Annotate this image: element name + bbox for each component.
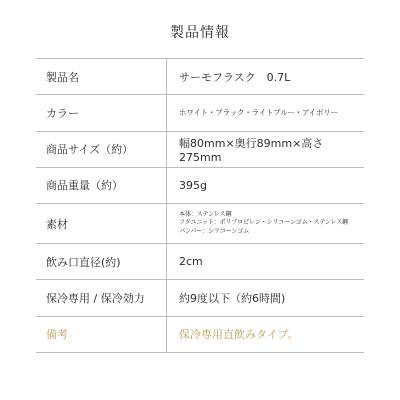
row-label: 商品重量（約） [36, 167, 167, 203]
row-label: 商品サイズ（約） [36, 131, 167, 167]
table-row-mouth-diameter [36, 244, 364, 280]
table-row-notes [36, 316, 364, 352]
row-value: 2cm [167, 244, 365, 280]
table-row-size [36, 131, 364, 167]
row-label: 素材 [36, 204, 167, 244]
material-line-bumper: パンパー：シリコーンゴム [179, 227, 249, 235]
material-line-lid: フタユニット：ポリプロピレン・シリコーンゴム・ステンレス鋼 [179, 219, 348, 227]
row-value: 395g [167, 167, 365, 203]
table-row-weight [36, 167, 364, 203]
table-row-material [36, 204, 364, 244]
row-value: 約9度以下（約6時間) [167, 280, 365, 316]
row-value: ホワイト・ブラック・ライトブルー・アイボリー [167, 95, 365, 131]
row-label: 備考 [36, 316, 167, 352]
row-label: カラー [36, 95, 167, 131]
section-title: 製品情報 [170, 25, 230, 41]
row-value: 幅80mm×奥行89mm×高さ275mm [167, 131, 365, 167]
material-line-body: 本体：ステンレス鋼 [179, 211, 232, 219]
row-value: 保冷専用直飲みタイプ。 [167, 316, 365, 352]
row-value [167, 204, 365, 244]
table-row-product-name [36, 59, 364, 95]
row-value: サーモフラスク 0.7L [167, 59, 365, 95]
product-info-table [36, 58, 364, 353]
table-row-cold-retention [36, 280, 364, 316]
row-label: 製品名 [36, 59, 167, 95]
row-label: 保冷専用 / 保冷効力 [36, 280, 167, 316]
table-row-color [36, 95, 364, 131]
row-label: 飲み口直径(約) [36, 244, 167, 280]
